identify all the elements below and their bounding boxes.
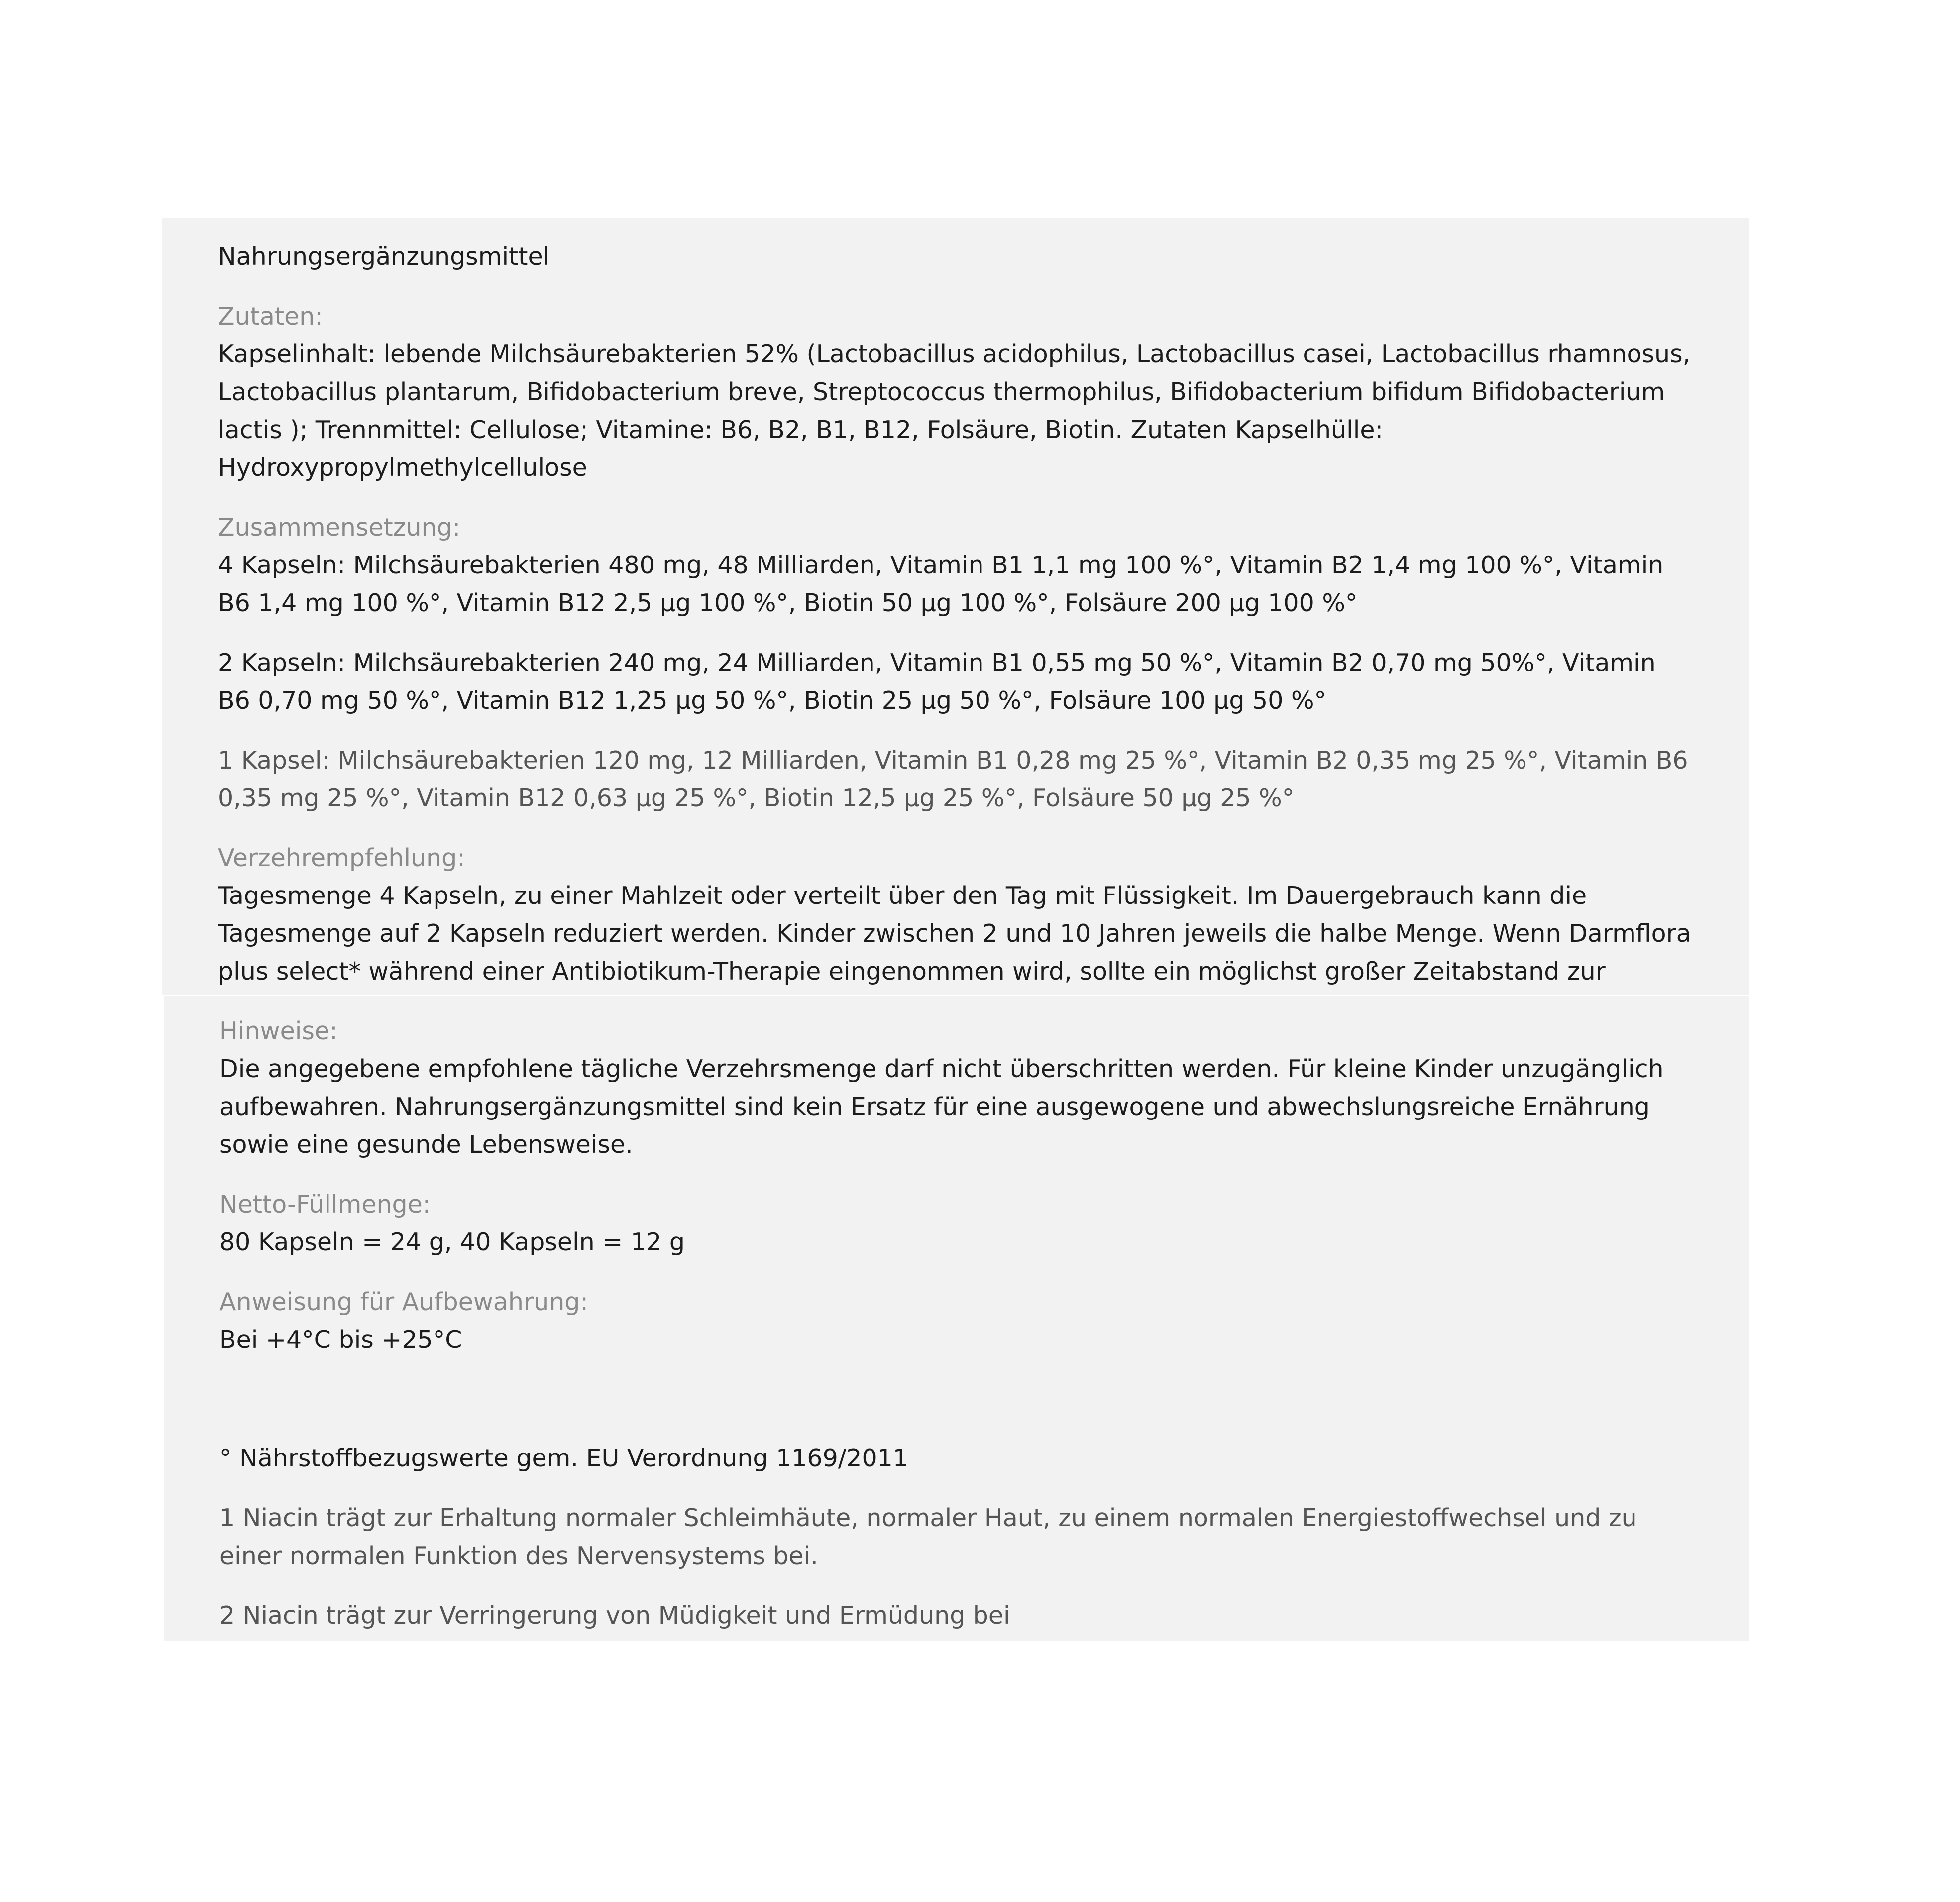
product-type: Nahrungsergänzungsmittel xyxy=(218,242,550,271)
ingredients-label: Zutaten: xyxy=(218,302,323,331)
notes-label: Hinweise: xyxy=(219,1017,338,1045)
composition-one-capsule: 1 Kapsel: Milchsäurebakterien 120 mg, 12 Milliarden, Vitamin B1 0,28 mg 25 %°, Vitamin B2 0,35 mg 25 %°, Vitamin B6 0,35 mg 25 %°, Vitamin B12 0,63 µg 25 %°, Biotin 12,5 µg 25 %°, Folsäure 50 µg 25 %° xyxy=(218,746,1688,812)
footnote-reference: ° Nährstoffbezugswerte gem. EU Verordnung 1169/2011 xyxy=(219,1444,908,1472)
notes-text: Die angegebene empfohlene tägliche Verzehrsmenge darf nicht überschritten werden. Für kleine Kinder unzugänglich aufbewahren. Nahrungsergänzungsmittel sind kein Ersatz für eine ausgewogene und abwechslungsreiche Ernährung sowie eine gesunde Lebensweise. xyxy=(219,1055,1664,1159)
footnote-2: 2 Niacin trägt zur Verringerung von Müdigkeit und Ermüdung bei xyxy=(219,1601,1010,1630)
notes-panel xyxy=(164,996,1749,1641)
spacer xyxy=(219,1359,1694,1440)
composition-two-capsules: 2 Kapseln: Milchsäurebakterien 240 mg, 24 Milliarden, Vitamin B1 0,55 mg 50 %°, Vitamin B2 0,70 mg 50%°, Vitamin B6 0,70 mg 50 %°, Vitamin B12 1,25 µg 50 %°, Biotin 25 µg 50 %°, Folsäure 100 µg 50 %° xyxy=(218,649,1656,715)
composition-four-capsules: 4 Kapseln: Milchsäurebakterien 480 mg, 48 Milliarden, Vitamin B1 1,1 mg 100 %°, Vitamin B2 1,4 mg 100 %°, Vitamin B6 1,4 mg 100 %°, Vitamin B12 2,5 µg 100 %°, Biotin 50 µg 100 %°, Folsäure 200 µg 100 %° xyxy=(218,551,1664,617)
net-content-text: 80 Kapseln = 24 g, 40 Kapseln = 12 g xyxy=(219,1228,685,1256)
recommendation-text: Tagesmenge 4 Kapseln, zu einer Mahlzeit oder verteilt über den Tag mit Flüssigkeit. Im Dauergebrauch kann die Tagesmenge auf 2 Kapseln reduziert werden. Kinder zwischen 2 und 10 Jahren jeweils die halbe Menge. Wenn Darmflora plus select* während einer Antibiotikum-Therapie eingenommen wird, sollte ein möglichst großer Zeitabstand zur xyxy=(218,882,1691,986)
storage-text: Bei +4°C bis +25°C xyxy=(219,1326,462,1354)
composition-label: Zusammensetzung: xyxy=(218,513,461,542)
storage-label: Anweisung für Aufbewahrung: xyxy=(219,1288,588,1316)
recommendation-label: Verzehrempfehlung: xyxy=(218,844,465,872)
product-info-panel xyxy=(162,218,1749,995)
footnote-1: 1 Niacin trägt zur Erhaltung normaler Schleimhäute, normaler Haut, zu einem normalen Energiestoffwechsel und zu einer normalen Funktion des Nervensystems bei. xyxy=(219,1504,1637,1570)
ingredients-text: Kapselinhalt: lebende Milchsäurebakterien 52% (Lactobacillus acidophilus, Lactobacillus casei, Lactobacillus rhamnosus, Lactobacillus plantarum, Bifidobacterium breve, Streptococcus thermophilus, Bifidobacterium bifidum Bifidobacterium lactis ); Trennmittel: Cellulose; Vitamine: B6, B2, B1, B12, Folsäure, Biotin. Zutaten Kapselhülle: Hydroxypropylmethylcellulose xyxy=(218,340,1691,482)
net-content-label: Netto-Füllmenge: xyxy=(219,1190,431,1219)
